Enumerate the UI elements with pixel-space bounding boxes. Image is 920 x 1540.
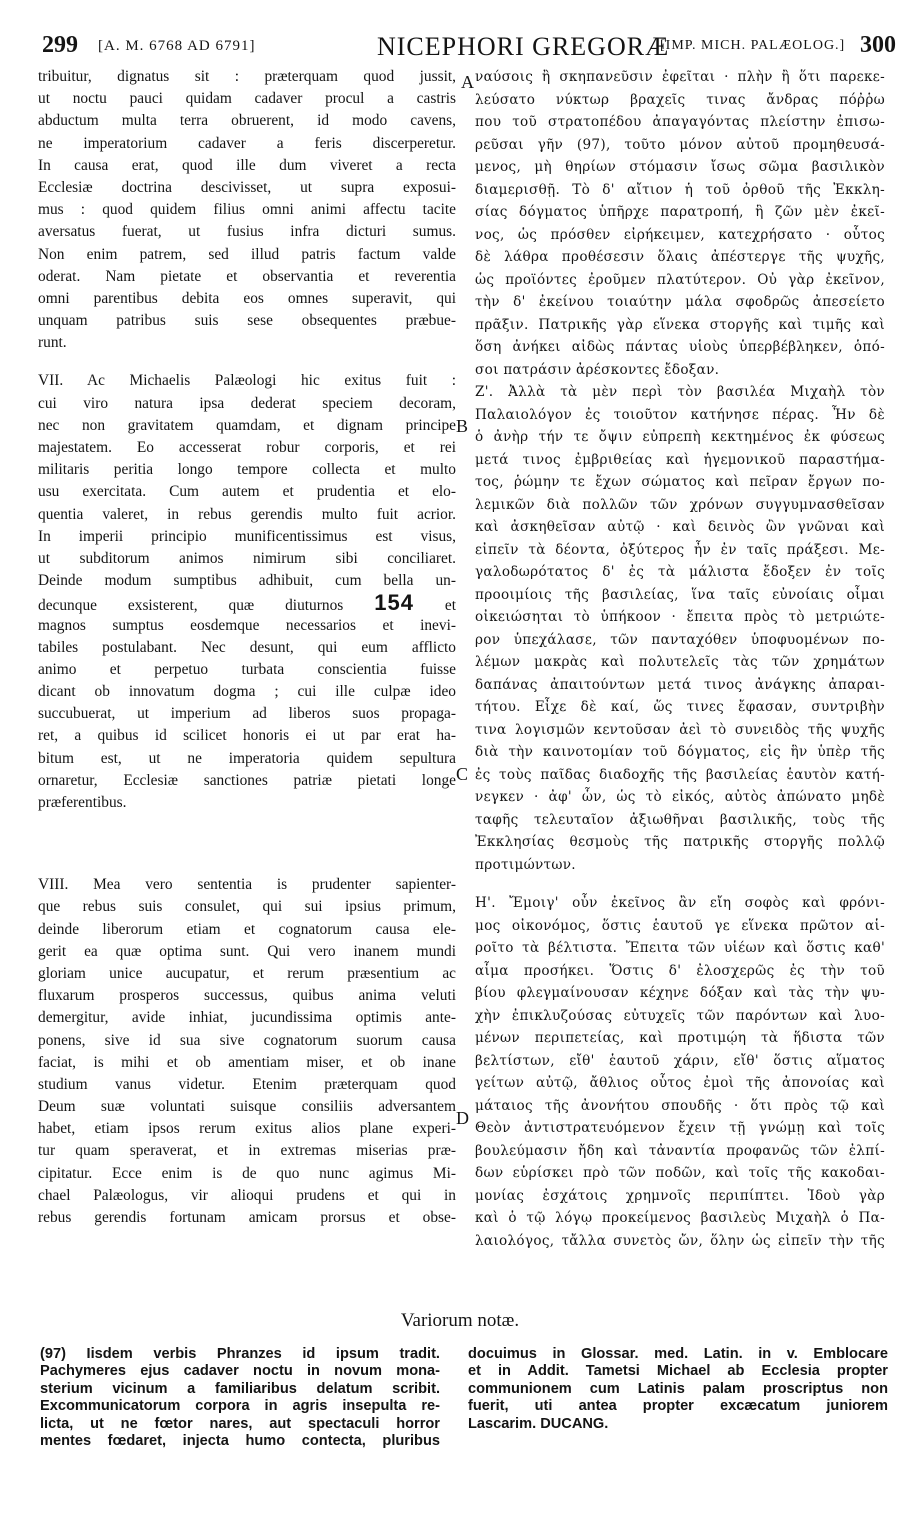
latin-line: Deinde modum sumptibus adhibuit, cum bella un- bbox=[38, 572, 456, 590]
latin-line: omni parentibus debita eos omnes superavit, qui bbox=[38, 289, 456, 307]
latin-line: Non enim patrem, sed illud patris factum valde bbox=[38, 245, 456, 263]
greek-line: μενος, μὴ θηρίων στόμασιν ἴσως σῶμα βασιλικὸν bbox=[475, 159, 885, 175]
greek-line: προοιμίοις τῆς βασιλείας, ἵνα ταῖς εὐνοίαις οἶμαι bbox=[475, 586, 885, 603]
latin-line: mus : quod quidem filius omni animi affectu tacite bbox=[38, 201, 456, 219]
latin-line: deinde liberorum etiam et cognatorum causa ele- bbox=[38, 920, 456, 938]
note-line: fuerit, uti antea propter excæcatum juniorem bbox=[468, 1398, 888, 1415]
greek-line: τὴν δ' ἐκείνου τοιαύτην μάλα σφοδρῶς ἀπεσείετο bbox=[475, 294, 885, 310]
greek-line: εἰπεῖν τὰ δέοντα, ὀξύτερος ἦν ἐν ταῖς πράξεσι. Με- bbox=[475, 541, 885, 558]
latin-line: succubuerat, ut imperium ad liberos suos propaga- bbox=[38, 705, 456, 723]
latin-line: In imperii principio munificentissimus est visus, bbox=[38, 527, 456, 545]
column-number: 154 bbox=[374, 592, 414, 615]
greek-line: ροῖτο τὰ βέλτιστα. Ἔπειτα τῶν υἱέων καὶ ὅστις καθ' bbox=[475, 940, 885, 956]
paragraph-gap bbox=[38, 814, 456, 874]
margin-letter-a: A bbox=[461, 72, 474, 92]
latin-line: gloriam unice aucupatur, et rerum præsentium ac bbox=[38, 964, 456, 982]
greek-line: νος, ὡς πρόσθεν εἰρήκειμεν, κατεχρήσατο · οὗτος bbox=[475, 226, 885, 243]
greek-column bbox=[475, 66, 885, 1252]
latin-line: ne imperatorium cadaver a feris discerperetur. bbox=[38, 134, 456, 152]
latin-line: tur quam speraverat, et in extremas miserias præ- bbox=[38, 1142, 456, 1160]
greek-line: δὲ λάθρα προθέσεσιν ὅλαις ἀπέστεργε τῆς ψυχῆς, bbox=[475, 249, 885, 265]
latin-line: usu exercitata. Cum autem et prudentia et elo- bbox=[38, 483, 456, 501]
greek-line: σοι πατράσιν ἀρέσκοντες ἔδοξαν. bbox=[475, 361, 720, 378]
greek-line: οἰκειώσηται τὸ ὑπήκοον · ἔπειτα πρὸς τὸ μετριώτε- bbox=[475, 609, 885, 625]
greek-line: δων εὑρίσκει πρὸ τῶν ποδῶν, καὶ τοῖς τῆς κακοδαι- bbox=[475, 1165, 885, 1181]
note-line: (97) Iisdem verbis Phranzes id ipsum tradit. bbox=[40, 1346, 440, 1362]
greek-line: μένων περιπετείας, καὶ προτιμῴη τὰ ἥδιστα τῶν bbox=[475, 1030, 885, 1046]
greek-line: Ἐκκλησίας θεσμοὺς τῆς πατρικῆς στοργῆς πολλῷ bbox=[475, 834, 885, 850]
latin-line: gerit ea quæ optima sunt. Qui vero inanem mundi bbox=[38, 942, 456, 960]
greek-line: λεμικῶν διὰ πολλῶν τῶν χρόνων συγγυμνασθεῖσαν bbox=[475, 496, 885, 513]
latin-line: runt. bbox=[38, 334, 67, 352]
greek-line: τινα λογισμῶν κεντοῦσαν ἀεὶ τὸ συνειδὸς τῆς ψυχῆς bbox=[475, 721, 885, 738]
latin-line: Ecclesiæ doctrina descivisset, ut supra exposui- bbox=[38, 178, 456, 196]
latin-line: magnos sumptus eosdemque necessarios et inevi- bbox=[38, 616, 456, 634]
latin-line: dicant ob innovatum dogma ; cui ille culpæ ideo bbox=[38, 683, 456, 701]
note-line: sterium vicinum a familiaribus delatum scribit. bbox=[40, 1380, 440, 1397]
greek-line: ταφῆς τελευταῖον ἀξιωθῆναι βασιλικῆς, τοὺς τῆς bbox=[475, 811, 885, 828]
greek-line: τήτου. Εἶχε δὲ καί, ὥς τινες ἔφασαν, συντριβὴν bbox=[475, 699, 885, 715]
latin-line: animo et perpetuo turbata conscientia fuisse bbox=[38, 660, 456, 678]
note-line: Pachymeres ejus cadaver noctu in novum mona- bbox=[40, 1363, 440, 1380]
latin-column bbox=[38, 66, 456, 1251]
latin-line: VIII. Mea vero sententia is prudenter sapienter- bbox=[38, 876, 456, 894]
greek-line: Θεὸν ἀντιστρατευόμενον ἔχειν τῇ γνώμῃ καὶ τοῖς bbox=[475, 1120, 885, 1136]
page-number-left: 299 bbox=[42, 32, 78, 58]
greek-line: ὡς προϊόντες ἐροῦμεν πλατύτερον. Οὐ γὰρ ἐκεῖνον, bbox=[475, 271, 885, 288]
latin-line: que rebus suis consulet, qui sui ipsius primum, bbox=[38, 898, 456, 916]
greek-line: Ζ'. Ἀλλὰ τὰ μὲν περὶ τὸν βασιλέα Μιχαὴλ τὸν bbox=[475, 384, 885, 400]
latin-line: rebus gerendis fortunam amicam prorsus et obse- bbox=[38, 1209, 456, 1226]
imperial-reference: [IMP. MICH. PALÆOLOG.] bbox=[660, 38, 846, 53]
latin-line: habet, etiam ipsos rerum exitus alios plane experi- bbox=[38, 1120, 456, 1138]
greek-line: προτιμώντων. bbox=[475, 856, 576, 873]
latin-line: unquam patribus suis sese obsequentes præbue- bbox=[38, 312, 456, 330]
latin-line: studium vanus videtur. Etenim præterquam quod bbox=[38, 1075, 456, 1093]
greek-line: αἷμα προσήκει. Ὅστις δ' ἐλοσχερῶς ἐς τὴν τοῦ bbox=[475, 962, 885, 979]
latin-line-with-column-number bbox=[38, 592, 456, 614]
greek-line: χὴν ἐπικλυζούσας εὐτυχεῖς τῶν παρόντων καὶ λυο- bbox=[475, 1007, 885, 1024]
greek-line: Η'. Ἔμοιγ' οὖν ἐκεῖνος ἂν εἴη σοφὸς καὶ φρόνι- bbox=[475, 895, 885, 911]
greek-line: διὰ τὴν καινοτομίαν τοῦ δόγματος, εἰς ἣν ὑπὲρ τῆς bbox=[475, 744, 885, 760]
latin-line: cipitatur. Ecce enim is de quo nunc agimus Mi- bbox=[38, 1164, 456, 1182]
greek-line: βελτίστων, εἴθ' ἑαυτοῦ χάριν, εἴθ' ὅστις αἵματος bbox=[475, 1052, 885, 1069]
greek-line: καὶ ἀσκηθεῖσαν αὐτῷ · καὶ δεινὸς ὢν γνῶναι καὶ bbox=[475, 519, 885, 535]
latin-line: ut noctu pauci quidam cadaver procul a castris bbox=[38, 90, 456, 108]
greek-line: ἐς τοὺς παῖδας διαδοχῆς τῆς βασιλείας ἑαυτὸν κατή- bbox=[475, 766, 885, 783]
greek-line: δαπάνας ἀπαιτούντων μετά τινος ἀνάγκης ἀπαραι- bbox=[475, 676, 885, 693]
latin-line: VII. Ac Michaelis Palæologi hic exitus fuit : bbox=[38, 372, 456, 390]
latin-line: præferentibus. bbox=[38, 794, 127, 811]
note-line: et in Addit. Tametsi Michael ab Ecclesia propter bbox=[468, 1363, 888, 1380]
latin-line: nec non gravitatem quamdam, et dignam principe bbox=[38, 416, 456, 434]
margin-letter-d: D bbox=[456, 1108, 469, 1128]
greek-line: πρᾶξιν. Πατρικῆς γὰρ εἵνεκα στοργῆς καὶ τιμῆς καὶ bbox=[475, 316, 885, 333]
greek-line: διαμερισθῇ. Τὸ δ' αἴτιον ἡ τοῦ ὀρθοῦ τῆς Ἐκκλη- bbox=[475, 181, 885, 198]
note-line: licta, ut ne fœtor nares, aut spectaculi horror bbox=[40, 1415, 440, 1432]
latin-line: demergitur, avide inhiat, jucundissima optimis ante- bbox=[38, 1009, 456, 1027]
latin-line: ut subditorum animos nimirum sibi conciliaret. bbox=[38, 549, 456, 567]
greek-line: γείτων αὐτῷ, ἄθλιος οὗτος ἐμοὶ τῆς ἀπονοίας καὶ bbox=[475, 1075, 885, 1091]
greek-line: λεύσατο νύκτωρ βραχεῖς τινας ἄνδρας πόῤῥω bbox=[475, 91, 885, 108]
latin-line-part: decunque exsisterent, quæ diuturnos bbox=[38, 597, 344, 615]
page-number-right: 300 bbox=[860, 32, 896, 58]
greek-line: βουλεύμασιν ἤδη καὶ τἀναντία προφανῶς τῶν ἐλπί- bbox=[475, 1142, 885, 1159]
greek-line: μονίας ἐσχάτοις χρημνοῖς περιπίπτει. Ἰδοὺ γὰρ bbox=[475, 1187, 885, 1204]
greek-line: μος οἰκονόμος, ὅστις ἑαυτοῦ γε εἵνεκα πρῶτον αἱ- bbox=[475, 917, 885, 934]
greek-line: που τοῦ στρατοπέδου ἀπαγαγόντας πλείστην ἐπισω- bbox=[475, 114, 885, 130]
greek-line: ρεῦσαι γῆν (97), τοῦτο μόνον αὐτοῦ προμηθευσά- bbox=[475, 136, 885, 153]
greek-line: ναύσοις ἢ σκηπανεῦσιν ἐφεῖται · πλὴν ἢ ὅτι παρεκε- bbox=[475, 69, 885, 85]
greek-line: βίου φλεγμαίνουσαν κέχηνε δόξαν καὶ τὰς τὴν ψυ- bbox=[475, 985, 885, 1001]
greek-line: μάταιος τῆς ἀνονήτου σπουδῆς · ὅτι πρὸς τῷ καὶ bbox=[475, 1097, 885, 1114]
latin-line: Deum suæ voluntati suisque consiliis adversantem bbox=[38, 1098, 456, 1116]
notes-right-column bbox=[468, 1346, 888, 1433]
margin-letter-b: B bbox=[456, 416, 469, 436]
latin-line: abductum multa terra obruerent, id modo cavens, bbox=[38, 112, 456, 130]
notes-title: Variorum notæ. bbox=[400, 1310, 520, 1331]
notes-left-column bbox=[40, 1346, 440, 1450]
latin-line: In causa erat, quod ille dum viveret a recta bbox=[38, 156, 456, 174]
latin-line: cui viro natura ipsa dederat speciem decoram, bbox=[38, 394, 456, 412]
note-line: Excommunicatorum corpora in agris insepulta re- bbox=[40, 1398, 440, 1415]
latin-line: bitum est, ut ne imperatoria quidem sepultura bbox=[38, 749, 456, 767]
latin-line: faciat, is mihi et ob amentiam miser, et ob inane bbox=[38, 1053, 456, 1071]
greek-line: ρον ὑπεχάλασε, τῶν πανταχόθεν ὑποφυομένων πο- bbox=[475, 631, 885, 648]
greek-line: ὅση ἀνήκει αἰδὼς πάντας υἱοὺς ὑπερβέβληκεν, ὁπό- bbox=[475, 339, 885, 355]
latin-line: militaris peritia longo tempore collecta et multo bbox=[38, 461, 456, 479]
note-line: communionem cum Latinis palam proscriptus non bbox=[468, 1380, 888, 1397]
greek-line: καὶ ὁ τῷ λόγῳ προκείμενος βασιλεὺς Μιχαὴλ ὁ Πα- bbox=[475, 1210, 885, 1226]
latin-line: ponens, sive id sua sive cognatorum suorum causa bbox=[38, 1031, 456, 1049]
latin-line: tabiles postulabant. Nec desunt, qui eum afflicto bbox=[38, 638, 456, 656]
latin-line: chael Palæologus, vir alioqui prudens et qui in bbox=[38, 1186, 456, 1204]
greek-line: λέμων μακρὰς καὶ πολυτελεῖς τὰς τῶν χρημάτων bbox=[475, 654, 885, 670]
latin-line: aversatus fuerat, ut fusius infra dicturi sumus. bbox=[38, 223, 456, 241]
latin-line: ornaretur, Ecclesiæ sanctiones patriæ pietati longe bbox=[38, 771, 456, 789]
greek-line: γαλοδωρότατος δ' ἐς τὰ μάλιστα ἔδοξεν ἐν τοῖς bbox=[475, 564, 885, 580]
greek-line: ὁ ἀνὴρ τήν τε ὄψιν εὐπρεπὴ κεκτημένος ἐκ φύσεως bbox=[475, 429, 885, 445]
greek-line: σίας δόγματος ὑπῆρχε παρατροπή, ἣ ζῶν μὲν ἐκεῖ- bbox=[475, 204, 885, 220]
latin-line: oderat. Nam pietate et observantia et reverentia bbox=[38, 267, 456, 285]
paragraph-gap bbox=[38, 354, 456, 370]
greek-line: νεγκεν · ἀφ' ὧν, ὡς τὸ εἰκός, αὐτὸς ἀπώνατο μηδὲ bbox=[475, 789, 885, 805]
note-line: docuimus in Glossar. med. Latin. in v. Emblocare bbox=[468, 1346, 888, 1362]
latin-line: majestatem. Eo accesserat robur corporis, et rei bbox=[38, 439, 456, 456]
note-line: mentes fœdaret, injecta humo contecta, pluribus bbox=[40, 1432, 440, 1449]
latin-line: fluxarum prosperos successus, quibus anima veluti bbox=[38, 987, 456, 1005]
note-line: Lascarim. DUCANG. bbox=[468, 1415, 609, 1432]
latin-line: ret, a quibus id scilicet honoris ei ut par erat ha- bbox=[38, 727, 456, 745]
greek-line: λαιολόγος, τἄλλα συνετὸς ὤν, ὅλην ὡς εἰπεῖν τὴν τῆς bbox=[475, 1232, 885, 1249]
date-range: [A. M. 6768 AD 6791] bbox=[98, 38, 256, 54]
latin-line: tribuitur, dignatus sit : præterquam quod jussit, bbox=[38, 68, 456, 85]
greek-line: Παλαιολόγον ἐς τοιοῦτον κατήνησε πέρας. Ἦν δὲ bbox=[475, 406, 885, 423]
latin-line bbox=[38, 1229, 456, 1251]
paragraph-gap bbox=[475, 876, 885, 892]
latin-line-part: et bbox=[444, 597, 456, 615]
greek-line: τος, ῥώμην τε ἔχων σώματος καὶ πεῖραν ἔργων πο- bbox=[475, 474, 885, 490]
running-title: NICEPHORI GREGORÆ bbox=[377, 32, 670, 61]
margin-letter-c: C bbox=[456, 764, 469, 784]
page-header bbox=[32, 30, 896, 64]
greek-line: μετά τινος ἐμβριθείας καὶ ἡγεμονικοῦ παραστήμα- bbox=[475, 451, 885, 468]
latin-line: quentia valeret, in rebus gerendis multo fuit acrior. bbox=[38, 505, 456, 523]
